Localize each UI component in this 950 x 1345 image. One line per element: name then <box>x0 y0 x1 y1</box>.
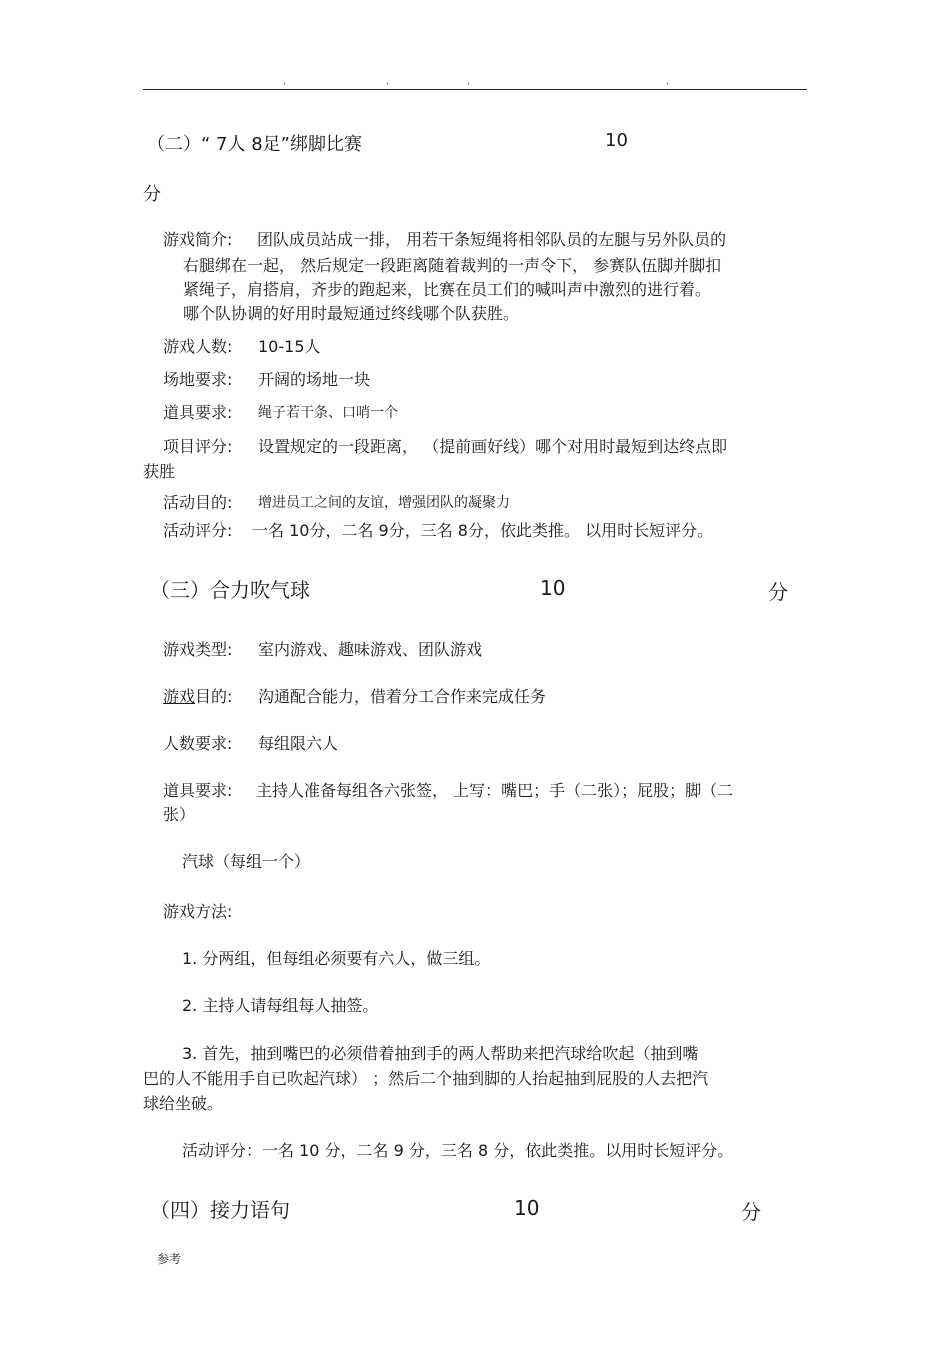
method-step: 巴的人不能用手自已吹起汽球） ；然后二个抽到脚的人抬起抽到屁股的人去把汽 <box>143 1069 709 1088</box>
props-line: 主持人准备每组各六张签， 上写：嘴巴；手（二张）；屁股；脚（二 <box>256 781 734 800</box>
goal-label <box>163 684 232 707</box>
header-dot: . <box>386 76 390 87</box>
intro-line: 哪个队协调的好用时最短通过终线哪个队获胜。 <box>183 304 520 323</box>
goal-value: 增进员工之间的友谊，增强团队的凝聚力 <box>258 495 510 511</box>
intro-line: 紧绳子，肩搭肩，齐步的跑起来，比赛在员工们的喊叫声中激烈的进行着。 <box>183 280 712 299</box>
method-step: 1. 分两组，但每组必须要有六人，做三组。 <box>182 949 491 968</box>
score-value: 一名 10分，二名 9分，三名 8分，依此类推。 以用时长短评分。 <box>252 521 714 540</box>
header-rule <box>143 89 807 90</box>
method-step: 球给坐破。 <box>143 1094 224 1113</box>
score-line: 活动评分：一名 10 分，二名 9 分，三名 8 分，依此类推。以用时长短评分。 <box>182 1141 734 1160</box>
props-label: 道具要求: <box>163 403 233 422</box>
type-label: 游戏类型: <box>163 640 233 659</box>
header-dot: . <box>467 76 471 87</box>
goal-label-rest: 目的: <box>195 687 233 706</box>
people-label: 人数要求: <box>163 734 233 753</box>
section-3-heading: （三）合力吹气球 <box>150 578 310 602</box>
props-value: 绳子若干条、口哨一个 <box>258 405 398 421</box>
section-2-heading: （二）“ 7人 8足”绑脚比赛 <box>147 134 362 155</box>
method-step: 2. 主持人请每组每人抽签。 <box>182 996 379 1015</box>
players-value: 10-15人 <box>258 337 321 356</box>
props-line: 张） <box>163 805 196 824</box>
judge-label: 项目评分: <box>163 437 233 456</box>
props-label: 道具要求: <box>163 781 233 800</box>
type-value: 室内游戏、趣味游戏、团队游戏 <box>258 640 483 659</box>
goal-label: 活动目的: <box>163 493 233 512</box>
score-label: 活动评分: <box>163 521 233 540</box>
section-4-score-unit: 分 <box>741 1200 761 1224</box>
venue-label: 场地要求: <box>163 370 233 389</box>
intro-line: 右腿绑在一起， 然后规定一段距离随着裁判的一声令下， 参赛队伍脚并脚扣 <box>183 256 722 275</box>
section-3-score-unit: 分 <box>768 580 788 604</box>
header-dot: . <box>283 76 287 87</box>
judge-line: 设置规定的一段距离， （提前画好线）哪个对用时最短到达终点即 <box>258 437 728 456</box>
goal-label-underlined: 游戏 <box>163 687 196 706</box>
method-label: 游戏方法: <box>163 902 233 921</box>
section-4-score-number: 10 <box>514 1196 540 1220</box>
header-dot: . <box>666 76 670 87</box>
intro-label: 游戏简介: <box>163 230 233 249</box>
intro-line: 团队成员站成一排， 用若干条短绳将相邻队员的左腿与另外队员的 <box>257 230 727 249</box>
judge-line: 获胜 <box>143 462 176 481</box>
venue-value: 开阔的场地一块 <box>258 370 371 389</box>
props-line: 汽球（每组一个） <box>182 852 311 871</box>
section-3-score-number: 10 <box>540 576 566 600</box>
section-4-heading: （四）接力语句 <box>150 1198 290 1222</box>
footer-text: 参考 <box>157 1252 182 1266</box>
goal-value: 沟通配合能力，借着分工合作来完成任务 <box>258 687 547 706</box>
section-2-score-number: 10 <box>605 130 628 151</box>
people-value: 每组限六人 <box>258 734 339 753</box>
section-2-score-unit: 分 <box>143 184 161 205</box>
method-step: 3. 首先，抽到嘴巴的必须借着抽到手的两人帮助来把汽球给吹起（抽到嘴 <box>182 1044 699 1063</box>
players-label: 游戏人数: <box>163 337 233 356</box>
